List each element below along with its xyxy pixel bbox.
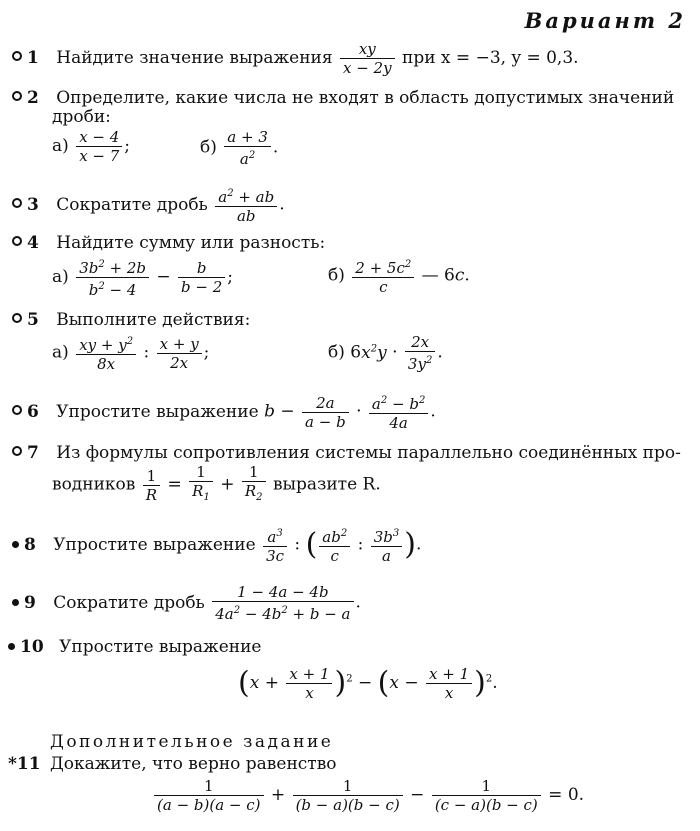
fraction: $\frac{3b^2 + 2b}{b^2 - 4}$ [76, 256, 149, 299]
filled-bullet-icon [8, 643, 15, 650]
task-text: Выполните действия: [56, 310, 251, 330]
task-text: Упростите выражение [56, 401, 259, 422]
variant-title: Вариант 2 [524, 8, 686, 33]
circle-bullet-icon [12, 51, 22, 61]
fraction: $\frac{3b^3}{a}$ [371, 525, 403, 565]
label-b: б) [200, 137, 217, 158]
task-9: 9 Сократите дробь $\frac{1 - 4a - 4b}{4a^2 - 4b^2 + b - a}$ . [12, 583, 361, 623]
circle-bullet-icon [12, 446, 22, 456]
task-text: Упростите выражение [53, 534, 256, 555]
label-b: б) [328, 342, 345, 363]
task-5 [12, 310, 250, 330]
label-a: а) [52, 136, 69, 156]
task-11-formula: $\frac{1}{(a - b)(a - c)}$ + $\frac{1}{(b - a)(b - c)}$ − $\frac{1}{(c - a)(b - c)}$ = 0. [152, 777, 584, 814]
task-text: Сократите дробь [56, 194, 208, 215]
task-number: 9 [12, 593, 36, 613]
task-text: Определите, какие числа не входят в область допустимых значений [56, 88, 675, 108]
task-2-line2: дроби: [52, 107, 111, 127]
fraction: $\frac{x + y}{2x}$ [157, 335, 202, 372]
fraction: $\frac{x + 1}{x}$ [426, 665, 472, 702]
task-number: 5 [12, 310, 39, 330]
fraction: $\frac{1}{R_2}$ [242, 463, 266, 507]
circle-bullet-icon [12, 236, 22, 246]
task-8: 8 Упростите выражение $\frac{a^3}{3c}$ : ( $\frac{ab^2}{c}$ : $\frac{3b^3}{a}$ ). [12, 525, 421, 565]
task-text-after: при x = −3, y = 0,3. [401, 48, 579, 68]
task-number: 1 [12, 48, 39, 68]
task-number: 4 [12, 233, 39, 253]
fraction: $\frac{2 + 5c^2}{c}$ [352, 256, 414, 296]
fraction: $\frac{x + 1}{x}$ [286, 665, 332, 702]
circle-bullet-icon [12, 405, 22, 415]
task-7-formula: водников $\frac{1}{R}$ = $\frac{1}{R_1}$ + $\frac{1}{R_2}$ выразите R. [52, 463, 381, 507]
circle-bullet-icon [12, 313, 22, 323]
label-a: а) [52, 267, 69, 287]
fraction: $\frac{ab^2}{c}$ [319, 525, 350, 565]
task-text: Сократите дробь [53, 592, 205, 613]
filled-bullet-icon [12, 541, 19, 548]
fraction: $\frac{xy + y^2}{8x}$ [76, 333, 136, 373]
task-text: Найдите сумму или разность: [56, 233, 326, 253]
task-text: водников [52, 474, 136, 495]
task-number: 7 [12, 443, 39, 463]
fraction: $\frac{a + 3}{a^2}$ [224, 128, 271, 168]
fraction: $\frac{b}{b - 2}$ [178, 259, 225, 296]
task-5a: а) $\frac{xy + y^2}{8x}$ : $\frac{x + y}{2x}$ ; [52, 334, 210, 373]
fraction: $\frac{x - 4}{x - 7}$ [76, 128, 122, 165]
task-text: Докажите, что верно равенство [49, 754, 337, 774]
fraction: $\frac{1}{(c - a)(b - c)}$ [432, 777, 541, 814]
task-text-after: выразите R. [272, 474, 381, 495]
label-b: б) [328, 265, 345, 286]
fraction: $\frac{1}{R_1}$ [189, 463, 213, 507]
fraction: $\frac{1}{R}$ [143, 467, 160, 504]
task-6: 6 Упростите выражение b − $\frac{2a}{a - b}$ · $\frac{a^2 - b^2}{4a}$ . [12, 392, 436, 432]
task-number: 2 [12, 88, 39, 108]
fraction: $\frac{2a}{a - b}$ [302, 394, 349, 431]
circle-bullet-icon [12, 198, 22, 208]
task-11 [8, 754, 337, 774]
fraction: $\frac{1 - 4a - 4b}{4a^2 - 4b^2 + b - a}$ [212, 583, 353, 623]
label-a: а) [52, 342, 69, 363]
filled-bullet-icon [12, 599, 19, 606]
task-1 [12, 40, 579, 77]
circle-bullet-icon [12, 91, 22, 101]
fraction: $\frac{a^2 - b^2}{4a}$ [369, 392, 428, 432]
fraction: $\frac{a^2 + ab}{ab}$ [215, 185, 277, 225]
fraction: $\frac{2x}{3y^2}$ [405, 333, 435, 373]
task-7 [12, 443, 681, 463]
fraction: $\frac{a^3}{3c}$ [263, 525, 287, 565]
task-number: 8 [12, 535, 36, 555]
task-10 [8, 637, 261, 657]
task-10-formula: (x + $\frac{x + 1}{x}$ )$^2$ − (x − $\frac{x + 1}{x}$ )$^2$. [238, 665, 498, 702]
task-4b: б) $\frac{2 + 5c^2}{c}$ — 6c. [328, 256, 470, 296]
task-text: Упростите выражение [59, 637, 262, 657]
task-2b: б) $\frac{a + 3}{a^2}$ . [200, 128, 279, 168]
fraction: $\frac{1}{(b - a)(b - c)}$ [293, 777, 403, 814]
task-text: Из формулы сопротивления системы параллельно соединённых про- [56, 443, 681, 463]
task-number: 3 [12, 195, 39, 215]
task-number: *11 [8, 754, 41, 774]
task-3: 3 Сократите дробь $\frac{a^2 + ab}{ab}$ . [12, 185, 285, 225]
task-number: 6 [12, 402, 39, 422]
task-text: Найдите значение выражения [56, 48, 333, 68]
task-4 [12, 233, 325, 253]
task-4a: а) $\frac{3b^2 + 2b}{b^2 - 4}$ − $\frac{b}{b - 2}$ ; [52, 256, 233, 299]
task-2a: а) $\frac{x - 4}{x - 7}$ ; [52, 128, 131, 165]
task-number: 10 [8, 637, 44, 657]
task-5b: б) $6x^2y$ · $\frac{2x}{3y^2}$ . [328, 333, 443, 373]
extra-task-heading: Дополнительное задание [50, 732, 334, 752]
fraction: $\frac{1}{(a - b)(a - c)}$ [154, 777, 264, 814]
fraction: $\frac{xy}{x - 2y}$ [340, 40, 395, 77]
task-2 [12, 88, 674, 108]
